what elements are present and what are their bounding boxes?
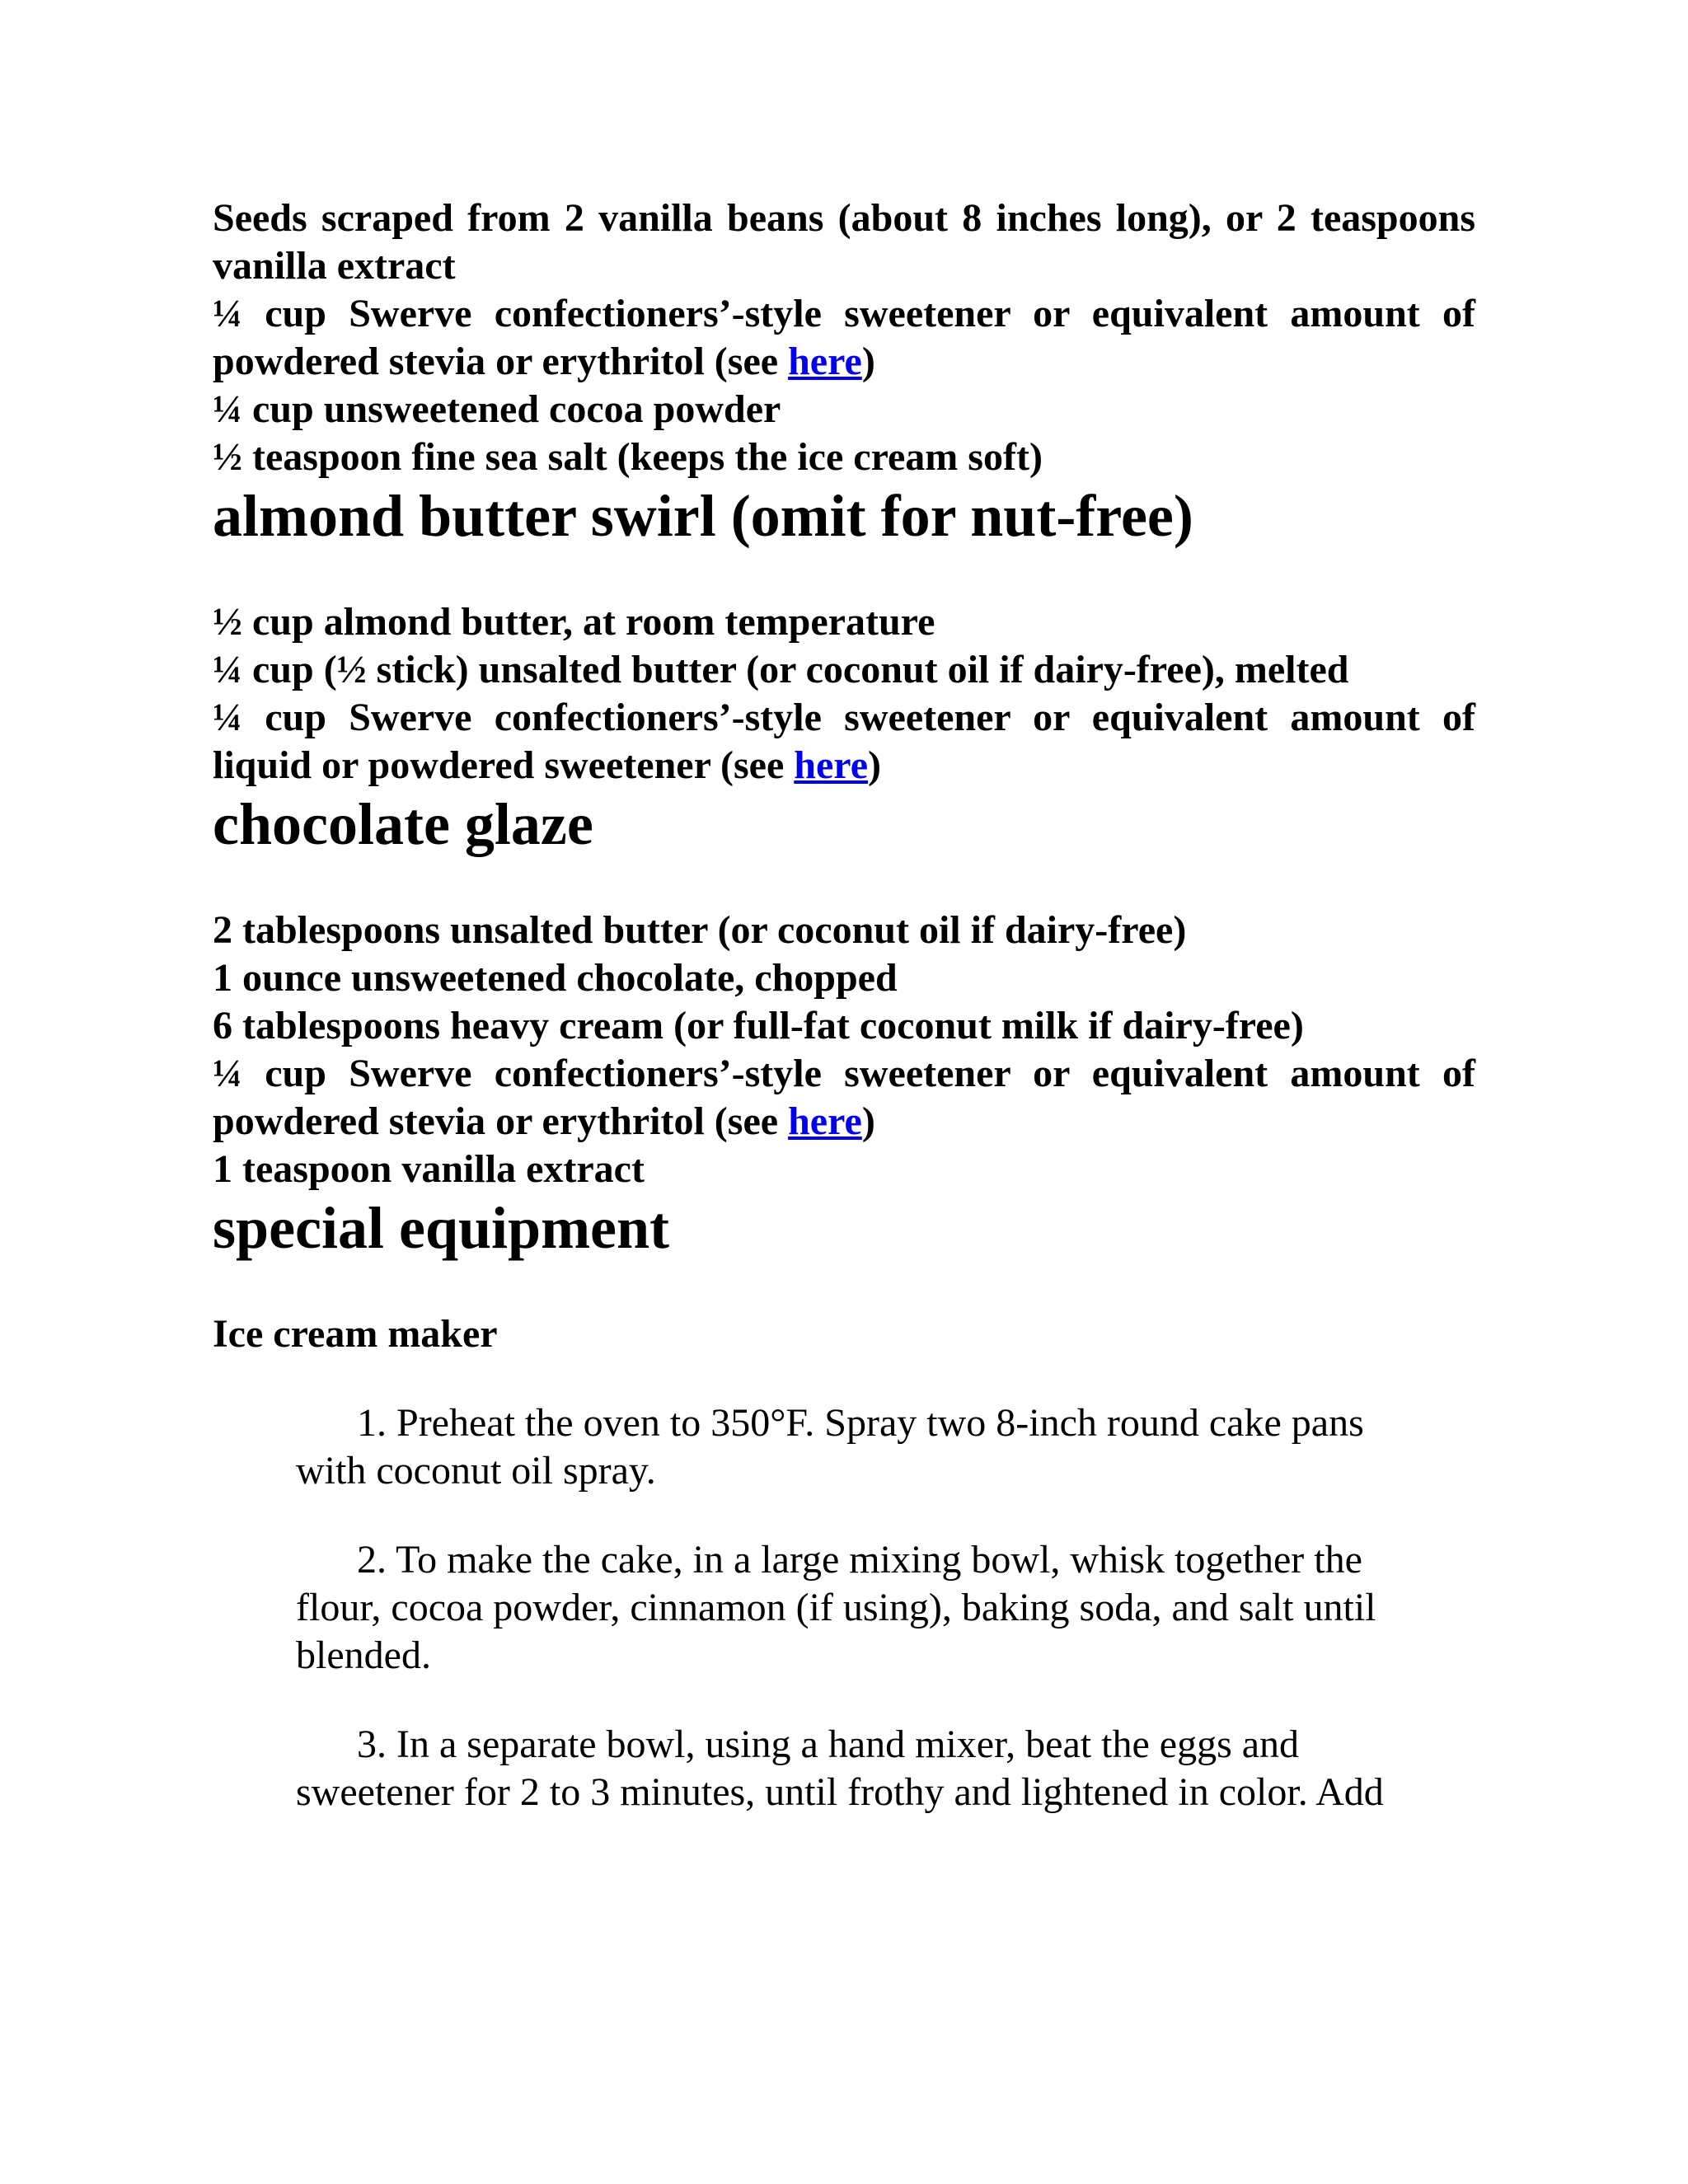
step-1: 1. Preheat the oven to 350°F. Spray two 8-inch round cake pans with coconut oil spray. xyxy=(296,1401,1364,1493)
ingredient-cocoa: ¼ cup unsweetened cocoa powder xyxy=(213,387,781,431)
ingredient-salt: ½ teaspoon fine sea salt (keeps the ice cream soft) xyxy=(213,435,1043,479)
ingredient-almond-sweetener-close: ) xyxy=(868,743,882,787)
glaze-ingredients xyxy=(213,907,1475,1193)
here-link[interactable]: here xyxy=(788,340,862,383)
ingredient-chocolate: 1 ounce unsweetened chocolate, chopped xyxy=(213,956,898,1000)
ingredient-glaze-butter: 2 tablespoons unsalted butter (or coconut oil if dairy-free) xyxy=(213,908,1187,952)
recipe-page xyxy=(213,194,1475,1816)
ingredient-almond-sweetener-text: ¼ cup Swerve confectioners’-style sweetener or equivalent amount of liquid or powdered sweetener (see xyxy=(213,696,1475,787)
glaze-heading: chocolate glaze xyxy=(213,791,593,857)
step-2: 2. To make the cake, in a large mixing bowl, whisk together the flour, cocoa powder, cinnamon (if using), baking soda, and salt until blended. xyxy=(296,1538,1376,1677)
ingredient-cream: 6 tablespoons heavy cream (or full-fat coconut milk if dairy-free) xyxy=(213,1004,1304,1047)
equipment-heading: special equipment xyxy=(213,1195,670,1261)
equipment-item: Ice cream maker xyxy=(213,1312,498,1356)
ingredient-sweetener xyxy=(213,290,1475,386)
here-link[interactable]: here xyxy=(794,743,869,787)
ingredient-glaze-sweetener-text: ¼ cup Swerve confectioners’-style sweetener or equivalent amount of powdered stevia or erythritol (see xyxy=(213,1052,1475,1143)
here-link[interactable]: here xyxy=(788,1099,862,1143)
ingredient-sweetener-text: ¼ cup Swerve confectioners’-style sweetener or equivalent amount of powdered stevia or erythritol (see xyxy=(213,292,1475,383)
step-3: 3. In a separate bowl, using a hand mixer, beat the eggs and sweetener for 2 to 3 minutes, until frothy and lightened in color. Add xyxy=(296,1722,1384,1814)
intro-ingredients xyxy=(213,194,1475,481)
ingredient-almond-butter: ½ cup almond butter, at room temperature xyxy=(213,600,935,644)
ingredient-sweetener-close: ) xyxy=(861,340,875,383)
ingredient-glaze-sweetener xyxy=(213,1050,1475,1146)
ingredient-almond-sweetener xyxy=(213,694,1475,790)
almond-heading: almond butter swirl (omit for nut-free) xyxy=(213,483,1193,549)
almond-ingredients xyxy=(213,598,1475,790)
ingredient-vanilla-extract: 1 teaspoon vanilla extract xyxy=(213,1147,645,1191)
ingredient-butter: ¼ cup (½ stick) unsalted butter (or coconut oil if dairy-free), melted xyxy=(213,648,1349,691)
ingredient-vanilla: Seeds scraped from 2 vanilla beans (about 8 inches long), or 2 teaspoons vanilla extract xyxy=(213,196,1475,288)
ingredient-glaze-sweetener-close: ) xyxy=(861,1099,875,1143)
